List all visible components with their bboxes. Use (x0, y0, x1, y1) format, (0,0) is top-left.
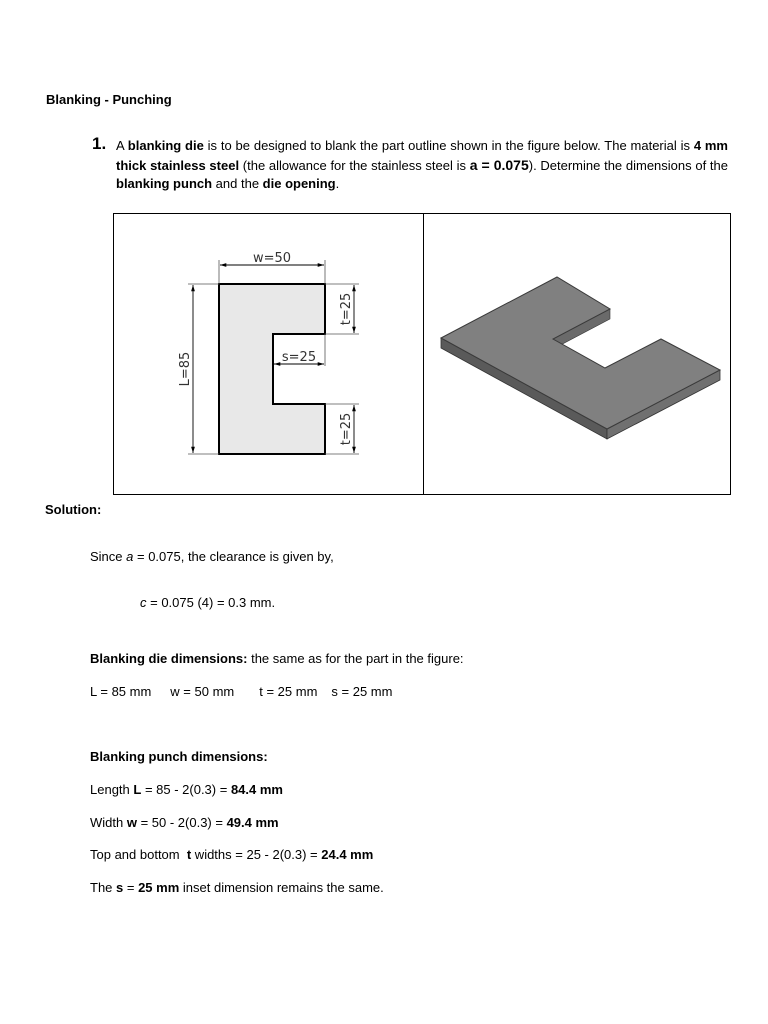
width-line (90, 815, 279, 830)
figure-box (113, 213, 731, 495)
dims-line (90, 684, 392, 699)
solution-title: Solution: (45, 502, 102, 517)
question-number: 1. (92, 134, 107, 153)
dim-L: L = 85 mm (90, 684, 152, 699)
question-part: and the (212, 176, 263, 191)
part-drawing (114, 214, 423, 494)
question-part: ). Determine the dimensions of the (528, 157, 728, 173)
inset-post: inset dimension remains the same. (179, 880, 384, 895)
dim-label-t-bottom: t=25 (339, 412, 354, 446)
dim-label-s: s=25 (281, 350, 317, 365)
question-part: . (335, 176, 340, 191)
since-pre: Since (90, 549, 127, 564)
question-part: die opening (262, 176, 336, 191)
question-part: A (116, 138, 128, 153)
die-dims-line (90, 651, 464, 666)
width-sym: w (126, 815, 137, 830)
since-post: = 0.075, the clearance is given by, (133, 549, 334, 564)
dim-s: s = 25 mm (331, 684, 393, 699)
part-outline (219, 284, 325, 454)
die-dims-label: Blanking die dimensions: (90, 651, 248, 666)
dim-w: w = 50 mm (170, 684, 235, 699)
inset-mid: = (123, 880, 139, 895)
tb-line (90, 847, 373, 862)
length-pre: Length (90, 782, 134, 797)
dim-label-L: L=85 (178, 351, 193, 387)
tb-sym: t (186, 847, 192, 862)
width-pre: Width (90, 815, 127, 830)
question-part: blanking die (127, 138, 204, 153)
punch-title-text: Blanking punch dimensions: (90, 749, 268, 764)
clearance-var: c (140, 595, 147, 610)
question-part: blanking punch (116, 176, 213, 191)
plate-top (441, 277, 720, 429)
width-mid: = 50 - 2(0.3) = (136, 815, 227, 830)
length-mid: = 85 - 2(0.3) = (141, 782, 231, 797)
inset-pre: The (90, 880, 117, 895)
tb-mid: widths = 25 - 2(0.3) = (191, 847, 322, 862)
question-part: (the allowance for the stainless steel is (239, 157, 470, 173)
length-sym: L (133, 782, 142, 797)
dim-t: t = 25 mm (259, 684, 318, 699)
dim-label-t-top: t=25 (339, 292, 354, 326)
tb-result: 24.4 mm (321, 847, 374, 862)
question-part: 4 mm thick stainless steel (116, 138, 728, 173)
punch-title (90, 749, 268, 764)
since-var: a (126, 549, 134, 564)
dim-label-w: w=50 (252, 251, 292, 266)
part-3d-view (424, 214, 730, 494)
length-result: 84.4 mm (230, 782, 283, 797)
tb-pre: Top and bottom (90, 847, 187, 862)
inset-sym: s (116, 880, 124, 895)
since-line (90, 549, 334, 564)
clearance-line (140, 595, 275, 610)
inset-result: 25 mm (138, 880, 180, 895)
clearance-text: = 0.075 (4) = 0.3 mm. (146, 595, 276, 610)
page-heading: Blanking - Punching (46, 92, 172, 107)
width-result: 49.4 mm (226, 815, 279, 830)
length-line (90, 782, 283, 797)
question-part: a = 0.075 (469, 156, 529, 173)
die-dims-text: the same as for the part in the figure: (247, 651, 464, 666)
inset-line (90, 880, 384, 895)
question-part: is to be designed to blank the part outline shown in the figure below. The material is (203, 138, 694, 153)
question-text (116, 137, 728, 194)
